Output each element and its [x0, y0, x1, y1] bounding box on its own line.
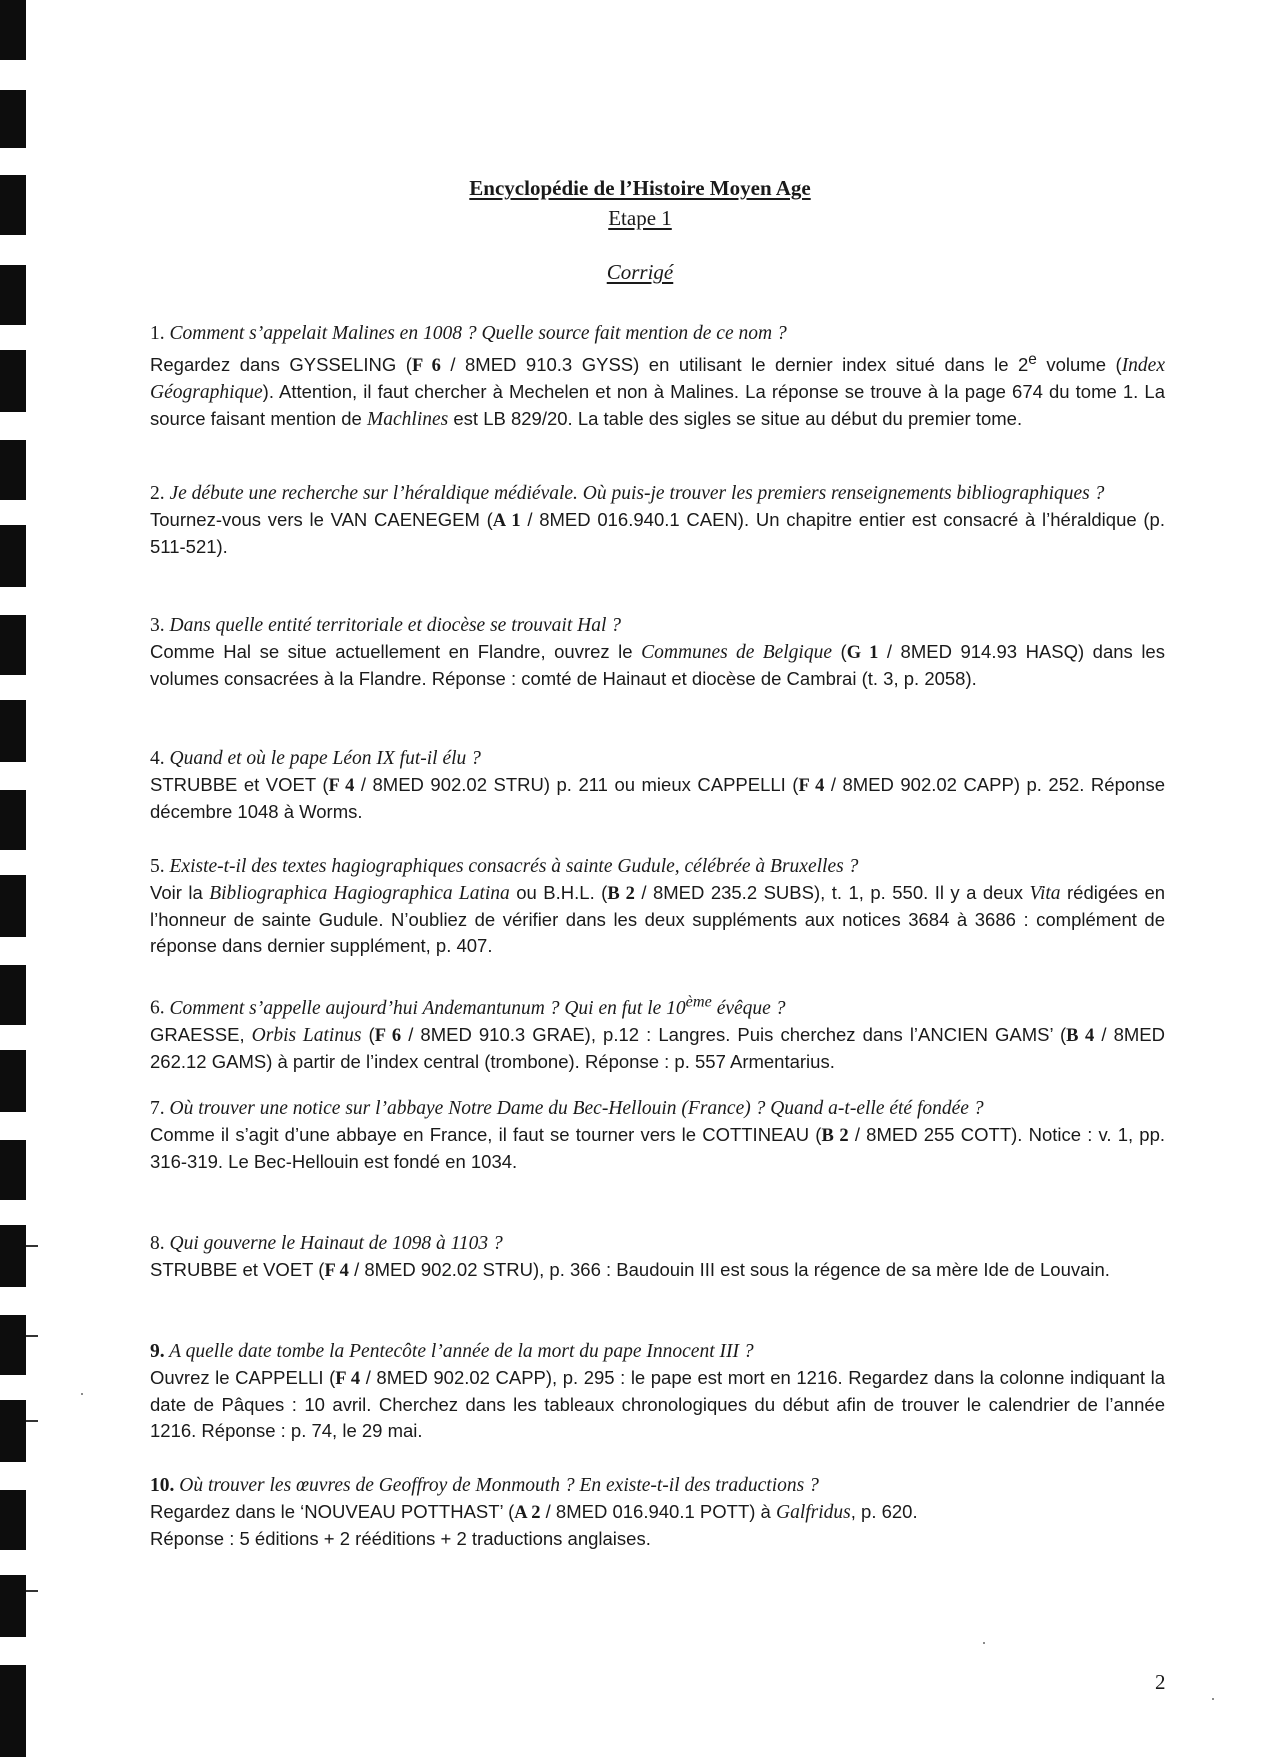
question-text: Comment s’appelait Malines en 1008 ? Quelle source fait mention de ce nom ? [169, 323, 787, 344]
question-text: A quelle date tombe la Pentecôte l’année de la mort du pape Innocent III ? [169, 1341, 754, 1362]
question-text: Comment s’appelle aujourd’hui Andemantunum ? Qui en fut le 10ème évêque ? [169, 992, 786, 1019]
answer-5: Voir la Bibliographica Hagiographica Latina ou B.H.L. (B 2 / 8MED 235.2 SUBS), t. 1, p. 550. Il y a deux Vita rédigées en l’honneur de sainte Gudule. N’oubliez de vérifier dans les deux suppléments aux notices 3684 à 3686 : complément de réponse dans dernier supplément, p. 407. [150, 882, 1166, 956]
answer-8: STRUBBE et VOET (F 4 / 8MED 902.02 STRU), p. 366 : Baudouin III est sous la régence de sa mère Ide de Louvain. [150, 1259, 1110, 1281]
qa-item-9 [150, 1339, 1165, 1444]
question-text: Quand et où le pape Léon IX fut-il élu ? [169, 748, 481, 769]
qa-item-10 [150, 1473, 1165, 1552]
qa-item-7 [150, 1096, 1165, 1175]
question-3 [150, 613, 1165, 639]
question-text: Qui gouverne le Hainaut de 1098 à 1103 ? [169, 1233, 503, 1254]
question-2 [150, 481, 1165, 507]
document-title: Encyclopédie de l’Histoire Moyen Age [469, 176, 811, 200]
scan-speck [81, 1393, 83, 1395]
question-number: 2. [150, 483, 165, 504]
question-text: Dans quelle entité territoriale et diocèse se trouvait Hal ? [169, 615, 621, 636]
qa-item-6 [150, 988, 1165, 1075]
answer-7: Comme il s’agit d’une abbaye en France, il faut se tourner vers le COTTINEAU (B 2 / 8MED 255 COTT). Notice : v. 1, pp. 316-319. Le Bec-Hellouin est fondé en 1034. [150, 1124, 1166, 1172]
qa-item-8 [150, 1231, 1165, 1284]
page-number: 2 [1155, 1670, 1166, 1694]
qa-item-1 [150, 321, 1165, 433]
question-number: 1. [150, 323, 165, 344]
question-number: 4. [150, 748, 165, 769]
question-text: Où trouver une notice sur l’abbaye Notre Dame du Bec-Hellouin (France) ? Quand a-t-elle été fondée ? [169, 1098, 984, 1119]
question-number: 9. [150, 1341, 165, 1362]
question-text: Existe-t-il des textes hagiographiques consacrés à sainte Gudule, célébrée à Bruxelles ? [169, 856, 859, 877]
question-number: 7. [150, 1098, 165, 1119]
question-number: 8. [150, 1233, 165, 1254]
answer-10: Regardez dans le ‘NOUVEAU POTTHAST’ (A 2 / 8MED 016.940.1 POTT) à Galfridus, p. 620. Réponse : 5 éditions + 2 rééditions + 2 traductions anglaises. [150, 1501, 918, 1549]
qa-item-3 [150, 613, 1165, 692]
qa-item-5 [150, 854, 1165, 959]
question-number: 6. [150, 997, 165, 1019]
question-8 [150, 1231, 1165, 1257]
answer-2: Tournez-vous vers le VAN CAENEGEM (A 1 / 8MED 016.940.1 CAEN). Un chapitre entier est consacré à l’héraldique (p. 511-521). [150, 509, 1165, 557]
question-4 [150, 746, 1165, 772]
qa-item-2 [150, 481, 1165, 560]
answer-6: GRAESSE, Orbis Latinus (F 6 / 8MED 910.3 GRAE), p.12 : Langres. Puis cherchez dans l’ANCIEN GAMS’ (B 4 / 8MED 262.12 GAMS) à partir de l’index central (trombone). Réponse : p. 557 Armentarius. [150, 1023, 1165, 1072]
question-1 [150, 321, 1165, 347]
qa-item-4 [150, 746, 1165, 825]
stage-label: Etape 1 [608, 206, 672, 230]
question-number: 5. [150, 856, 165, 877]
question-text: Où trouver les œuvres de Geoffroy de Monmouth ? En existe-t-il des traductions ? [179, 1475, 819, 1496]
question-9 [150, 1339, 1165, 1365]
question-number: 3. [150, 615, 165, 636]
answer-3: Comme Hal se situe actuellement en Flandre, ouvrez le Communes de Belgique (G 1 / 8MED 914.93 HASQ) dans les volumes consacrées à la Flandre. Réponse : comté de Hainaut et diocèse de Cambrai (t. 3, p. 2058). [150, 641, 1165, 689]
question-text: Je débute une recherche sur l’héraldique médiévale. Où puis-je trouver les premiers renseignements bibliographiques ? [169, 483, 1105, 504]
question-5 [150, 854, 1165, 880]
question-10 [150, 1473, 1165, 1499]
answer-9: Ouvrez le CAPPELLI (F 4 / 8MED 902.02 CAPP), p. 295 : le pape est mort en 1216. Regardez dans la colonne indiquant la date de Pâques : 10 avril. Cherchez dans les tableaux chronologiques du début afin de trouver le calendrier de l’année 1216. Réponse : p. 74, le 29 mai. [150, 1367, 1165, 1441]
question-6 [150, 988, 1165, 1022]
question-number: 10. [150, 1475, 175, 1496]
answer-4: STRUBBE et VOET (F 4 / 8MED 902.02 STRU) p. 211 ou mieux CAPPELLI (F 4 / 8MED 902.02 CAPP) p. 252. Réponse décembre 1048 à Worms. [150, 774, 1165, 822]
question-7 [150, 1096, 1165, 1122]
subtitle-corrige: Corrigé [606, 260, 674, 284]
scan-speck [1212, 1698, 1214, 1700]
answer-1: Regardez dans GYSSELING (F 6 / 8MED 910.3 GYSS) en utilisant le dernier index situé dans le 2e volume (Index Géographique). Attention, il faut chercher à Mechelen et non à Malines. La réponse se trouve à la page 674 du tome 1. La source faisant mention de Machlines est LB 829/20. La table des sigles se situe au début du premier tome. [150, 351, 1165, 431]
scan-speck [983, 1642, 985, 1644]
